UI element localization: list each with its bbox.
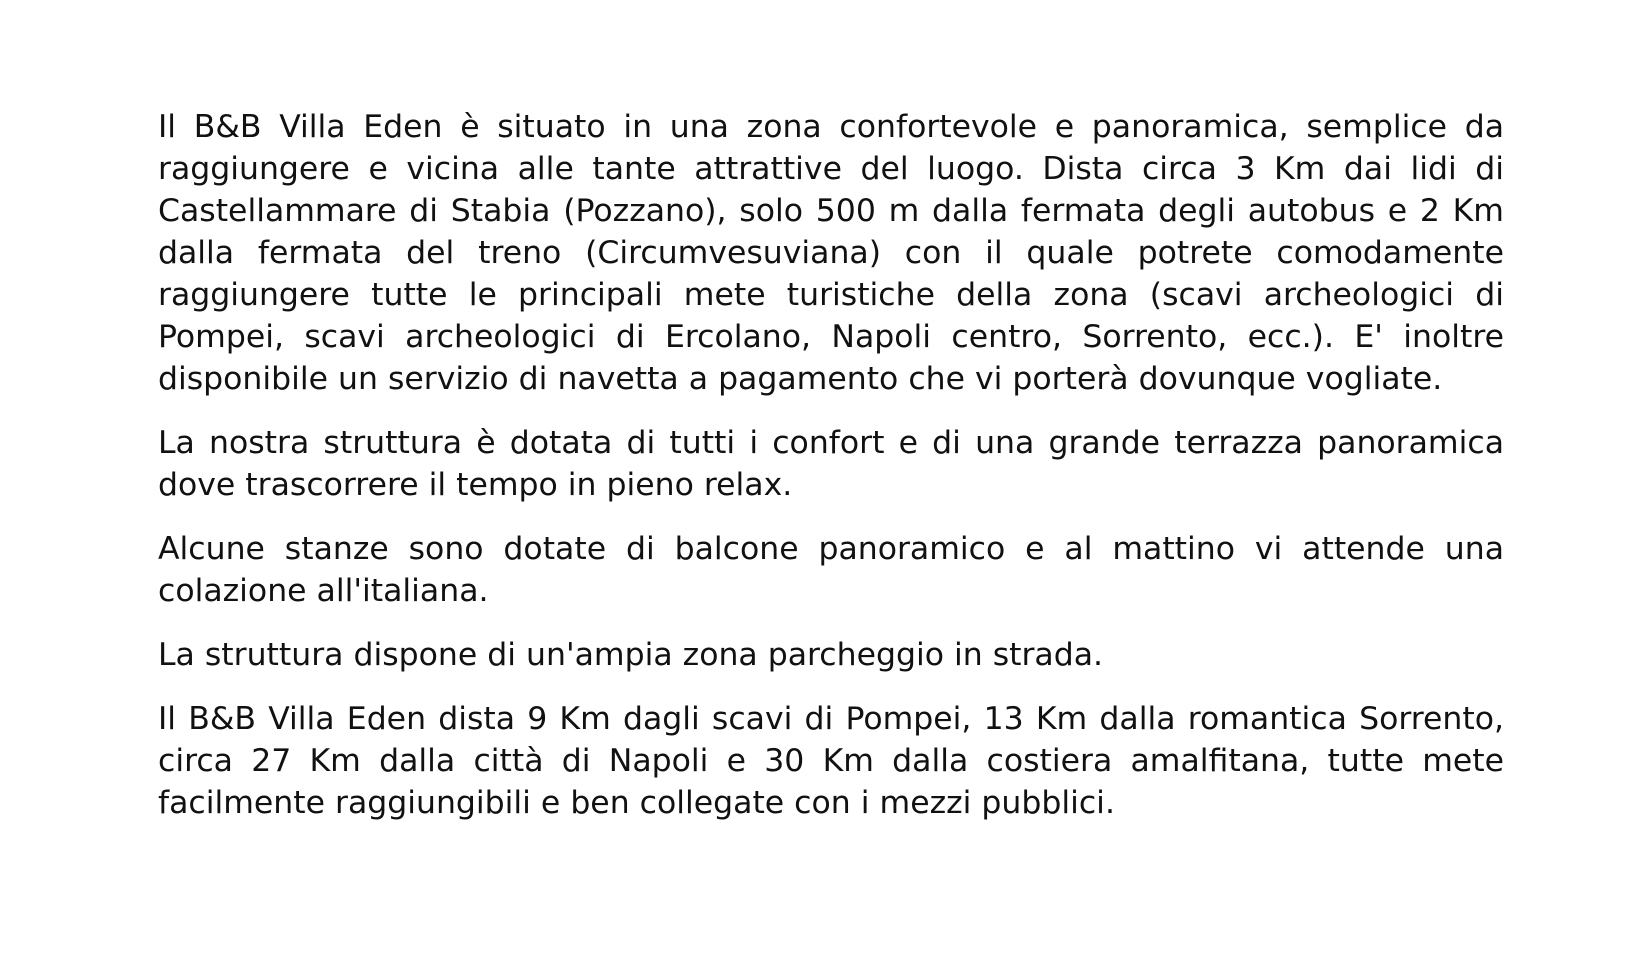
paragraph-rooms: Alcune stanze sono dotate di balcone panoramico e al mattino vi attende una colazione all'italiana. <box>158 531 1504 609</box>
paragraph-distances: Il B&B Villa Eden dista 9 Km dagli scavi di Pompei, 13 Km dalla romantica Sorrento, circa 27 Km dalla città di Napoli e 30 Km dalla costiera amalfitana, tutte mete facilmente raggiungibili e ben collegate con i mezzi pubblici. <box>158 701 1504 821</box>
paragraph-location: Il B&B Villa Eden è situato in una zona confortevole e panoramica, semplice da raggiungere e vicina alle tante attrattive del luogo. Dista circa 3 Km dai lidi di Castellammare di Stabia (Pozzano), solo 500 m dalla fermata degli autobus e 2 Km dalla fermata del treno (Circumvesuviana) con il quale potrete comodamente raggiungere tutte le principali mete turistiche della zona (scavi archeologici di Pompei, scavi archeologici di Ercolano, Napoli centro, Sorrento, ecc.). E' inoltre disponibile un servizio di navetta a pagamento che vi porterà dovunque vogliate. <box>158 109 1504 397</box>
paragraph-terrace: La nostra struttura è dotata di tutti i confort e di una grande terrazza panoramica dove trascorrere il tempo in pieno relax. <box>158 425 1504 503</box>
paragraph-parking: La struttura dispone di un'ampia zona parcheggio in strada. <box>158 637 1104 673</box>
description-text <box>158 106 1504 846</box>
